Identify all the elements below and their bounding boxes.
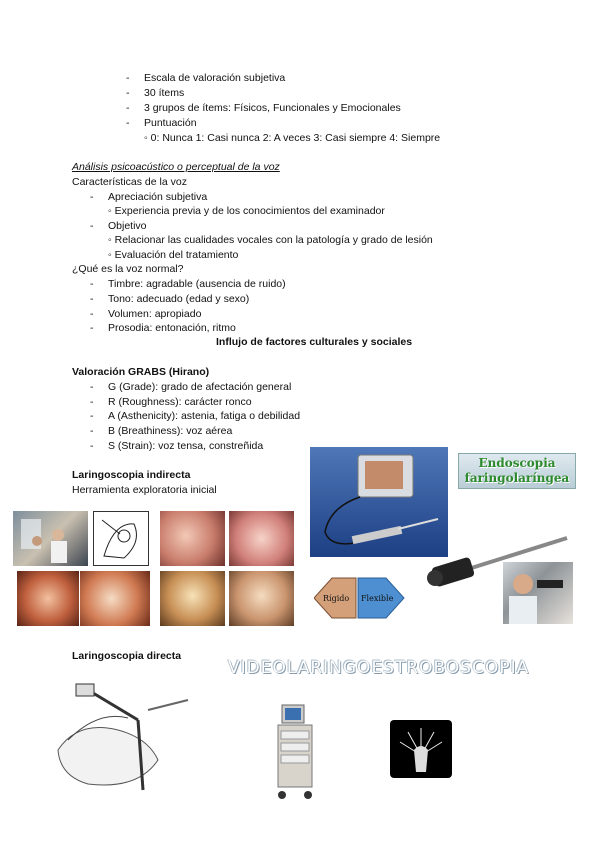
bullet-dash: - (90, 381, 94, 393)
score-line: ◦ 0: Nunca 1: Casi nunca 2: A veces 3: Casi siempre 4: Siempre (144, 132, 441, 144)
rigid-label: Rígido (323, 594, 350, 603)
objective-sub-1: ◦ Relacionar las cualidades vocales con la patología y grado de lesión (108, 234, 433, 246)
larynx-photo (80, 571, 150, 626)
grabs-item: R (Roughness): carácter ronco (108, 396, 252, 408)
bullet-dash: - (90, 278, 94, 290)
mirror-sketch (93, 511, 149, 566)
bullet-dash: - (90, 425, 94, 437)
scale-item-2: 30 ítems (144, 87, 185, 99)
cultural-note: Influjo de factores culturales y sociales (216, 336, 413, 348)
normal-voice-item: Tono: adecuado (edad y sexo) (108, 293, 250, 305)
scope-use-photo (503, 562, 573, 624)
video-cart (272, 703, 320, 803)
bullet-dash: - (90, 293, 94, 305)
analysis-title: Análisis psicoacústico o perceptual de la voz (72, 161, 280, 173)
larynx-photo (229, 511, 294, 566)
scale-item-3: 3 grupos de ítems: Físicos, Funcionales y Emocionales (144, 102, 401, 114)
grabs-item: G (Grade): grado de afectación general (108, 381, 292, 393)
subjective-sub: ◦ Experiencia previa y de los conocimientos del examinador (108, 205, 385, 217)
grabs-item: B (Breathiness): voz aérea (108, 425, 233, 437)
bullet-dash: - (126, 117, 130, 129)
stroboscopy-image (390, 720, 452, 778)
normal-voice-item: Volumen: apropiado (108, 308, 202, 320)
larynx-photo (160, 511, 225, 566)
subjective-item: Apreciación subjetiva (108, 191, 208, 203)
normal-voice-question: ¿Qué es la voz normal? (72, 263, 184, 275)
larynx-photo (17, 571, 79, 626)
video-title: VIDEOLARINGOESTROBOSCOPIA (228, 658, 530, 678)
bullet-dash: - (90, 410, 94, 422)
direct-title: Laringoscopia directa (72, 650, 182, 662)
bullet-dash: - (90, 440, 94, 452)
bullet-dash: - (90, 396, 94, 408)
normal-voice-item: Prosodia: entonación, ritmo (108, 322, 236, 334)
bullet-dash: - (90, 322, 94, 334)
endoscopy-title-line2: faringolaríngea (464, 471, 570, 485)
grabs-item: A (Asthenicity): astenia, fatiga o debilidad (108, 410, 301, 422)
larynx-photo (229, 571, 294, 626)
endoscopy-title (458, 453, 576, 489)
bullet-dash: - (126, 87, 130, 99)
normal-voice-item: Timbre: agradable (ausencia de ruido) (108, 278, 286, 290)
endoscopy-title-line1: Endoscopia (478, 456, 556, 470)
indirect-subtitle: Herramienta exploratoria inicial (72, 484, 217, 496)
bullet-dash: - (90, 308, 94, 320)
bullet-dash: - (90, 220, 94, 232)
indirect-title: Laringoscopia indirecta (72, 469, 191, 481)
larynx-photo (160, 571, 225, 626)
flexible-label: Flexible (361, 594, 394, 603)
grabs-item: S (Strain): voz tensa, constreñida (108, 440, 264, 452)
bullet-dash: - (126, 102, 130, 114)
clinic-photo (13, 511, 88, 566)
objective-item: Objetivo (108, 220, 147, 232)
bullet-dash: - (126, 72, 130, 84)
objective-sub-2: ◦ Evaluación del tratamiento (108, 249, 239, 261)
scale-item-4: Puntuación (144, 117, 197, 129)
grabs-title: Valoración GRABS (Hirano) (72, 366, 210, 378)
characteristics-heading: Características de la voz (72, 176, 187, 188)
scale-item-1: Escala de valoración subjetiva (144, 72, 286, 84)
laryngoscope-sketch (48, 680, 198, 800)
bullet-dash: - (90, 191, 94, 203)
